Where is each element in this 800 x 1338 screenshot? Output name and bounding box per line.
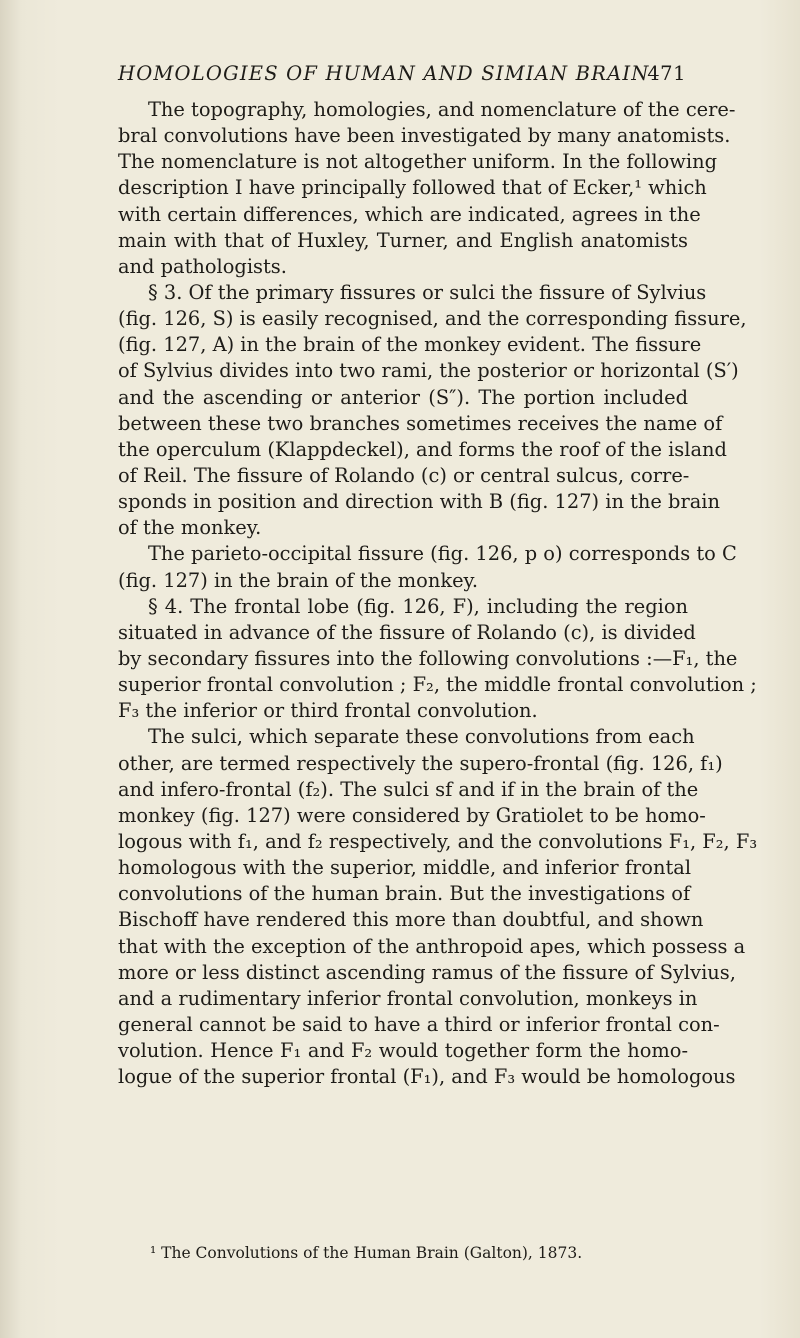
text-line: The parieto-occipital fissure (fig. 126, p o) corresponds to C <box>148 542 737 566</box>
text-line: § 3. Of the primary fissures or sulci the fissure of Sylvius <box>148 280 707 304</box>
text-line: logous with f₁, and f₂ respectively, and the convolutions F₁, F₂, F₃ <box>118 829 758 853</box>
text-line: superior frontal convolution ; F₂, the middle frontal convolution ; <box>118 673 757 697</box>
text-line: and pathologists. <box>118 254 287 278</box>
text-line: The nomenclature is not altogether uniform. In the following <box>118 150 717 174</box>
text-line: and a rudimentary inferior frontal convolution, monkeys in <box>118 986 698 1010</box>
body-text <box>118 97 758 1090</box>
text-line: The sulci, which separate these convolutions from each <box>148 725 695 749</box>
running-title: HOMOLOGIES OF HUMAN AND SIMIAN BRAIN <box>118 62 650 85</box>
text-line: volution. Hence F₁ and F₂ would together form the homo- <box>118 1039 688 1063</box>
footnote: ¹ The Convolutions of the Human Brain (Galton), 1873. <box>150 1244 583 1262</box>
text-line: description I have principally followed that of Ecker,¹ which <box>118 176 707 200</box>
text-line: general cannot be said to have a third or inferior frontal con- <box>118 1012 720 1036</box>
text-line: logue of the superior frontal (F₁), and F₃ would be homologous <box>118 1065 736 1089</box>
text-line: with certain differences, which are indicated, agrees in the <box>118 202 701 226</box>
text-line: between these two branches sometimes receives the name of <box>118 411 723 435</box>
text-line: bral convolutions have been investigated by many anatomists. <box>118 124 731 148</box>
text-line: convolutions of the human brain. But the investigations of <box>118 882 691 906</box>
text-line: (fig. 127, A) in the brain of the monkey evident. The fissure <box>118 333 702 357</box>
text-line: of Reil. The fissure of Rolando (c) or central sulcus, corre- <box>118 463 690 487</box>
text-line: and the ascending or anterior (S″). The portion included <box>118 385 688 409</box>
text-line: (fig. 127) in the brain of the monkey. <box>118 568 479 592</box>
text-line: other, are termed respectively the supero-frontal (fig. 126, f₁) <box>118 751 723 775</box>
text-line: of Sylvius divides into two rami, the posterior or horizontal (S′) <box>118 359 739 383</box>
text-line: more or less distinct ascending ramus of the fissure of Sylvius, <box>118 960 736 984</box>
page-number: 471 <box>647 62 686 85</box>
text-line: that with the exception of the anthropoid apes, which possess a <box>118 934 746 958</box>
text-line: (fig. 126, S) is easily recognised, and the corresponding fissure, <box>118 307 747 331</box>
text-line: § 4. The frontal lobe (fig. 126, F), including the region <box>148 594 688 618</box>
text-line: monkey (fig. 127) were considered by Gratiolet to be homo- <box>118 803 706 827</box>
text-line: homologous with the superior, middle, and inferior frontal <box>118 856 692 880</box>
text-line: and infero-frontal (f₂). The sulci sf and if in the brain of the <box>118 777 699 801</box>
text-line: Bischoff have rendered this more than doubtful, and shown <box>118 908 704 932</box>
text-line: of the monkey. <box>118 516 262 540</box>
text-line: sponds in position and direction with B (fig. 127) in the brain <box>118 490 720 514</box>
text-line: main with that of Huxley, Turner, and English anatomists <box>118 228 688 252</box>
text-line: The topography, homologies, and nomenclature of the cere- <box>148 98 736 121</box>
text-line: the operculum (Klappdeckel), and forms the roof of the island <box>118 437 727 461</box>
running-header <box>118 62 686 85</box>
text-line: by secondary fissures into the following convolutions :—F₁, the <box>118 646 738 670</box>
text-line: situated in advance of the fissure of Rolando (c), is divided <box>118 620 696 644</box>
text-line: F₃ the inferior or third frontal convolution. <box>118 699 538 723</box>
